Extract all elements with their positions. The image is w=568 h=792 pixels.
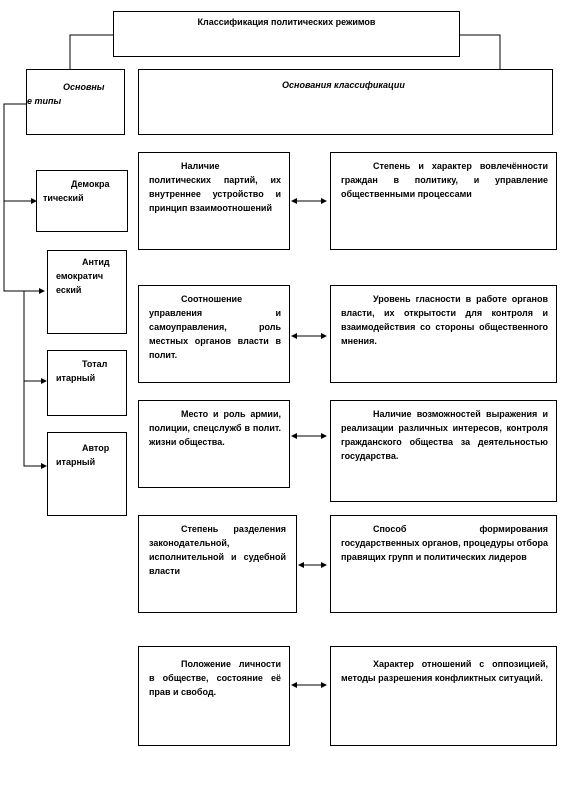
criterion-left-1-text: Наличие политических партий, их внутреннее устройство и принцип взаимоотношений	[149, 161, 281, 213]
criterion-right-1	[330, 152, 557, 250]
criterion-left-3	[138, 400, 290, 488]
type-totalitarian-line-2: итарный	[56, 373, 96, 383]
bases-header-text: Основания классификации	[282, 80, 405, 90]
criterion-right-5-text: Характер отношений с оппозицией, методы разрешения конфликтных ситуаций.	[341, 659, 548, 683]
type-authoritarian	[47, 432, 127, 516]
criterion-right-4-text: Способ формирования государственных органов, процедуры отбора правящих групп и политических лидеров	[341, 524, 548, 562]
types-header-line-1: Основны	[63, 82, 105, 92]
criterion-right-4	[330, 515, 557, 613]
type-antidemocratic-line-3: еский	[56, 285, 82, 295]
type-antidemocratic-line-2: емократич	[56, 271, 104, 281]
bases-header	[138, 69, 553, 135]
type-authoritarian-line-2: итарный	[56, 457, 96, 467]
type-totalitarian-line-1: Тотал	[82, 359, 108, 369]
type-authoritarian-line-1: Автор	[82, 443, 110, 453]
criterion-right-5	[330, 646, 557, 746]
criterion-left-4-text: Степень разделения законодательной, исполнительной и судебной власти	[149, 524, 286, 576]
type-democratic	[36, 170, 128, 232]
types-header-line-2: е типы	[27, 96, 62, 106]
criterion-right-1-text: Степень и характер вовлечённости граждан в политику, и управление общественными процессами	[341, 161, 548, 199]
types-header	[26, 69, 125, 135]
criterion-left-2	[138, 285, 290, 383]
criterion-right-3	[330, 400, 557, 502]
criterion-left-5	[138, 646, 290, 746]
type-democratic-line-1: Демокра	[71, 179, 110, 189]
title-text: Классификация политических режимов	[197, 17, 376, 27]
type-democratic-line-2: тический	[43, 193, 84, 203]
criterion-right-2	[330, 285, 557, 383]
criterion-right-2-text: Уровень гласности в работе органов власти, их открытости для контроля и взаимодействия со стороны общественного мнения.	[341, 294, 548, 346]
criterion-left-3-text: Место и роль армии, полиции, спецслужб в полит. жизни общества.	[149, 409, 281, 447]
type-antidemocratic	[47, 250, 127, 334]
criterion-left-4	[138, 515, 297, 613]
type-totalitarian	[47, 350, 127, 416]
criterion-left-2-text: Соотношение управления и самоуправления, роль местных органов власти в полит.	[149, 294, 281, 360]
criterion-left-1	[138, 152, 290, 250]
diagram-title	[113, 11, 460, 57]
criterion-left-5-text: Положение личности в обществе, состояние её прав и свобод.	[149, 659, 281, 697]
type-antidemocratic-line-1: Антид	[82, 257, 110, 267]
criterion-right-3-text: Наличие возможностей выражения и реализации различных интересов, контроля гражданского общества за деятельностью государства.	[341, 409, 548, 461]
